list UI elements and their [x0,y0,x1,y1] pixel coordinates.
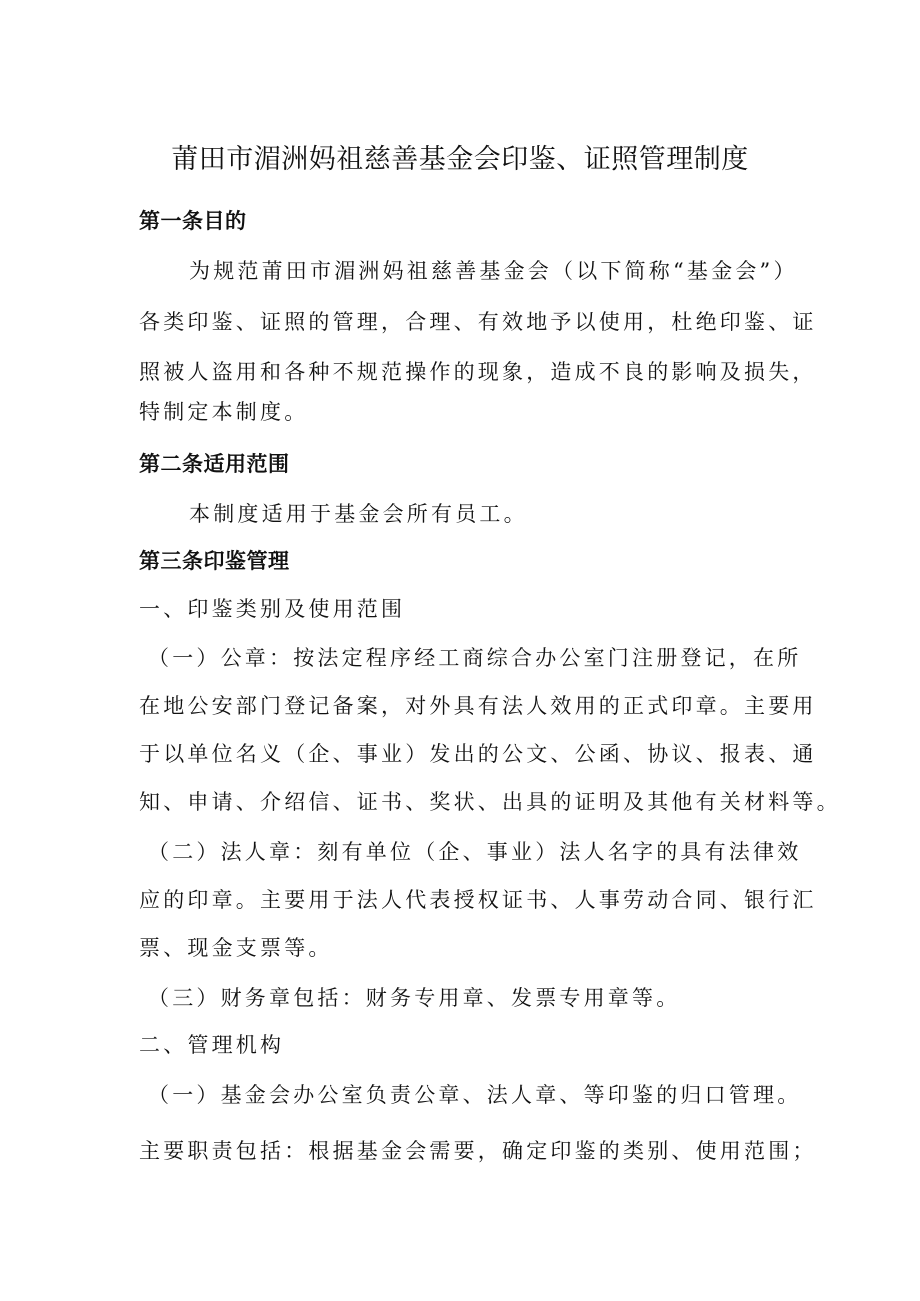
item-3-line-1: （三）财务章包括：财务专用章、发票专用章等。 [148,986,681,1010]
item-2-line-2: 应的印章。主要用于法人代表授权证书、人事劳动合同、银行汇 [139,888,817,912]
section-2-heading: 二、管理机构 [139,1033,285,1057]
article-1-heading: 第一条目的 [139,209,247,233]
article-2-line-1: 本制度适用于基金会所有员工。 [189,502,528,526]
article-1-line-2: 各类印鉴、证照的管理，合理、有效地予以使用，杜绝印鉴、证 [139,310,817,334]
item-1-line-2: 在地公安部门登记备案，对外具有法人效用的正式印章。主要用 [139,694,817,718]
document-title: 莆田市湄洲妈祖慈善基金会印鉴、证照管理制度 [171,144,749,175]
article-2-heading: 第二条适用范围 [139,452,290,476]
article-3-heading: 第三条印鉴管理 [139,549,290,573]
item-1-line-4: 知、申请、介绍信、证书、奖状、出具的证明及其他有关材料等。 [139,790,841,814]
article-1-line-3: 照被人盗用和各种不规范操作的现象，造成不良的影响及损失， [139,360,817,384]
section-1-heading: 一、印鉴类别及使用范围 [139,597,406,621]
item-2-line-3: 票、现金支票等。 [139,936,333,960]
article-1-line-4: 特制定本制度。 [139,400,309,424]
item-1-line-3: 于以单位名义（企、事业）发出的公文、公函、协议、报表、通 [139,742,817,766]
article-1-line-1: 为规范莆田市湄洲妈祖慈善基金会（以下简称“基金会”） [189,259,798,283]
item-4-line-2: 主要职责包括：根据基金会需要，确定印鉴的类别、使用范围； [139,1139,817,1163]
item-1-line-1: （一）公章：按法定程序经工商综合办公室门注册登记，在所 [148,646,802,670]
item-4-line-1: （一）基金会办公室负责公章、法人章、等印鉴的归口管理。 [148,1083,802,1107]
item-2-line-1: （二）法人章：刻有单位（企、事业）法人名字的具有法律效 [148,840,802,864]
